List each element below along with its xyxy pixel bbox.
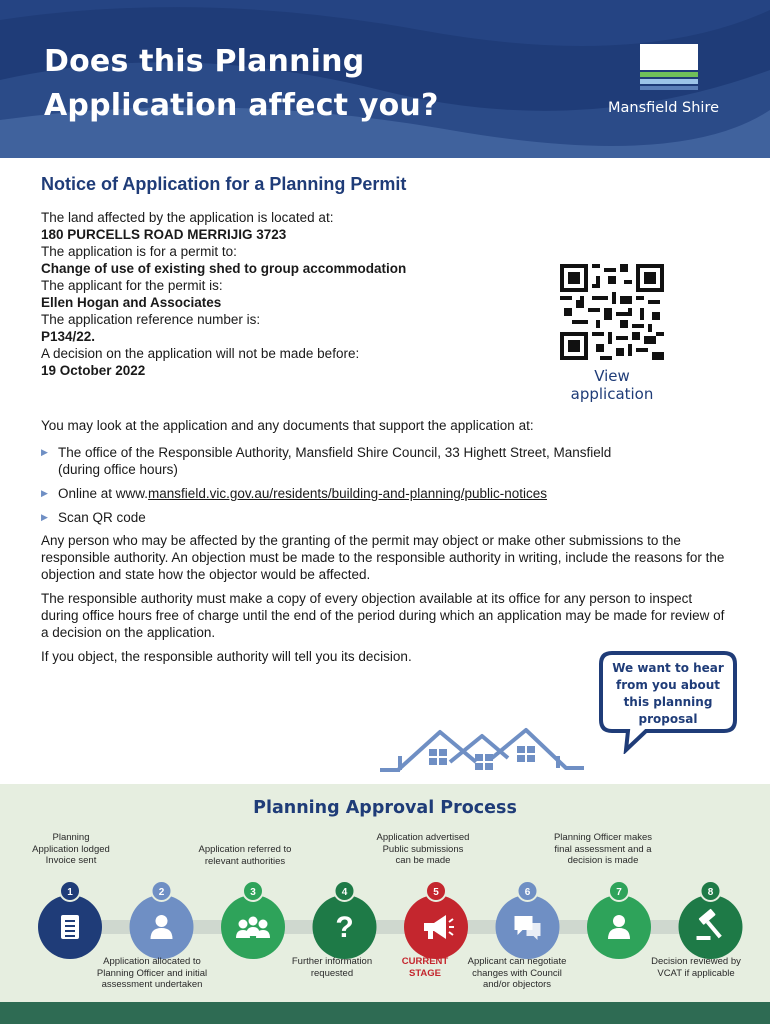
step-number: 4 <box>341 887 348 898</box>
process-step-3 <box>221 881 285 959</box>
step4-label-line1: Further information <box>291 956 373 967</box>
question-icon <box>335 911 353 944</box>
step-number: 5 <box>433 887 439 898</box>
view-application-label[interactable] <box>560 367 664 403</box>
view-application-line1: View <box>594 367 630 385</box>
reference-value: P134/22. <box>41 329 96 344</box>
process-step-4 <box>313 881 377 959</box>
planning-process-section <box>0 784 770 1024</box>
current-stage-line1: CURRENT <box>401 956 449 967</box>
process-step-6 <box>496 881 560 959</box>
objection-copy-paragraph: The responsible authority must make a copy of every objection available at its office for any person to inspect during office hours free of charge until the end of the period during which an application may be made for review of a decision on the application. <box>41 591 725 640</box>
step-number: 8 <box>707 887 714 898</box>
public-notices-link[interactable]: mansfield.vic.gov.au/residents/building-and-planning/public-notices <box>148 486 548 501</box>
step-number: 7 <box>616 887 622 898</box>
notice-title: Notice of Application for a Planning Permit <box>41 174 407 194</box>
step6-label-line2: changes with Council <box>472 967 562 979</box>
process-step-1 <box>38 881 102 959</box>
list-item <box>41 444 721 478</box>
process-step-2 <box>130 881 194 959</box>
notice-details <box>41 209 511 379</box>
step5-label-line3: can be made <box>395 855 451 866</box>
applicant-label: The applicant for the permit is: <box>41 278 223 293</box>
mountain-logo-icon <box>640 44 698 94</box>
step7-label-line3: decision is made <box>567 855 639 866</box>
step7-label-line2: final assessment and a <box>554 843 652 855</box>
process-step-7 <box>587 881 651 959</box>
decision-paragraph: If you object, the responsible authority will tell you its decision. <box>41 649 412 664</box>
step-number: 3 <box>250 887 256 898</box>
step-number: 6 <box>524 887 531 898</box>
step6-label <box>452 956 582 991</box>
decision-date-value: 19 October 2022 <box>41 363 146 378</box>
inspection-intro: You may look at the application and any documents that support the application at: <box>41 418 534 433</box>
reference-label: The application reference number is: <box>41 312 261 327</box>
page-title <box>44 40 439 128</box>
process-step-5 <box>404 881 468 959</box>
step1-label-line2: Application lodged <box>32 843 110 855</box>
step5-label-line2: Public submissions <box>382 843 464 855</box>
step4-label <box>272 956 392 979</box>
step8-label-line2: VCAT if applicable <box>657 967 735 979</box>
step5-label-line1: Application advertised <box>376 832 470 843</box>
feedback-line2: from you about <box>615 678 721 692</box>
permit-label: The application is for a permit to: <box>41 244 237 259</box>
step2-label <box>82 956 222 991</box>
step6-label-line3: and/or objectors <box>482 979 552 990</box>
feedback-line1: We want to hear <box>612 661 724 675</box>
council-name: Mansfield Shire <box>608 100 720 116</box>
applicant-value: Ellen Hogan and Associates <box>41 295 222 310</box>
step6-label-line1: Applicant can negotiate <box>467 956 567 967</box>
land-label: The land affected by the application is located at: <box>41 210 334 225</box>
feedback-callout <box>604 660 732 728</box>
objection-paragraph: Any person who may be affected by the granting of the permit may object or make other submissions to the responsible authority. An objection must be made to the responsible authority in writing, include the reasons for the objection and state how the objector would be affected. <box>41 533 725 582</box>
page-title-line2: Application affect you? <box>44 88 439 123</box>
land-value: 180 PURCELLS ROAD MERRIJIG 3723 <box>41 227 287 242</box>
document-icon <box>61 915 79 939</box>
office-location-text: The office of the Responsible Authority, Mansfield Shire Council, 33 Highett Street, Mansfield <box>58 445 612 460</box>
step3-label-line2: relevant authorities <box>204 855 286 867</box>
step1-label-line3: Invoice sent <box>45 855 97 866</box>
process-step-8 <box>679 881 743 959</box>
online-prefix: Online at www. <box>58 486 149 501</box>
step3-label-line1: Application referred to <box>198 844 292 855</box>
step2-label-line1: Application allocated to <box>103 956 201 967</box>
current-stage-label <box>390 956 460 979</box>
list-item <box>41 509 721 526</box>
step2-label-line3: assessment undertaken <box>101 979 203 990</box>
feedback-line3: this planning <box>623 695 713 709</box>
feedback-line4: proposal <box>638 712 698 726</box>
bullet-arrow-icon: ▶ <box>41 447 48 457</box>
step2-label-line2: Planning Officer and initial <box>96 967 208 979</box>
svg-text:?: ? <box>335 911 354 944</box>
permit-value: Change of use of existing shed to group accommodation <box>41 261 407 276</box>
bullet-arrow-icon: ▶ <box>41 488 48 498</box>
page-title-line1: Does this Planning <box>44 44 365 79</box>
step7-label-line1: Planning Officer makes <box>553 832 653 843</box>
office-hours-text: (during office hours) <box>58 462 178 477</box>
step8-label <box>632 956 760 979</box>
page-header <box>0 0 770 158</box>
houses-illustration <box>378 722 588 776</box>
list-item <box>41 485 721 502</box>
step8-label-line1: Decision reviewed by <box>651 956 741 967</box>
footer-bar <box>0 1002 770 1024</box>
current-stage-line2: STAGE <box>408 967 442 979</box>
bullet-arrow-icon: ▶ <box>41 512 48 522</box>
decision-date-label: A decision on the application will not be made before: <box>41 346 360 361</box>
view-application-line2: application <box>570 385 654 403</box>
council-logo <box>600 44 740 124</box>
step-number: 1 <box>67 887 73 898</box>
process-title: Planning Approval Process <box>253 798 517 818</box>
scan-qr-text: Scan QR code <box>58 510 146 525</box>
step1-label-line1: Planning <box>52 832 90 843</box>
step-number: 2 <box>158 887 165 898</box>
inspection-options-list <box>41 444 721 533</box>
step4-label-line2: requested <box>310 967 354 979</box>
qr-code-icon[interactable] <box>560 264 664 360</box>
